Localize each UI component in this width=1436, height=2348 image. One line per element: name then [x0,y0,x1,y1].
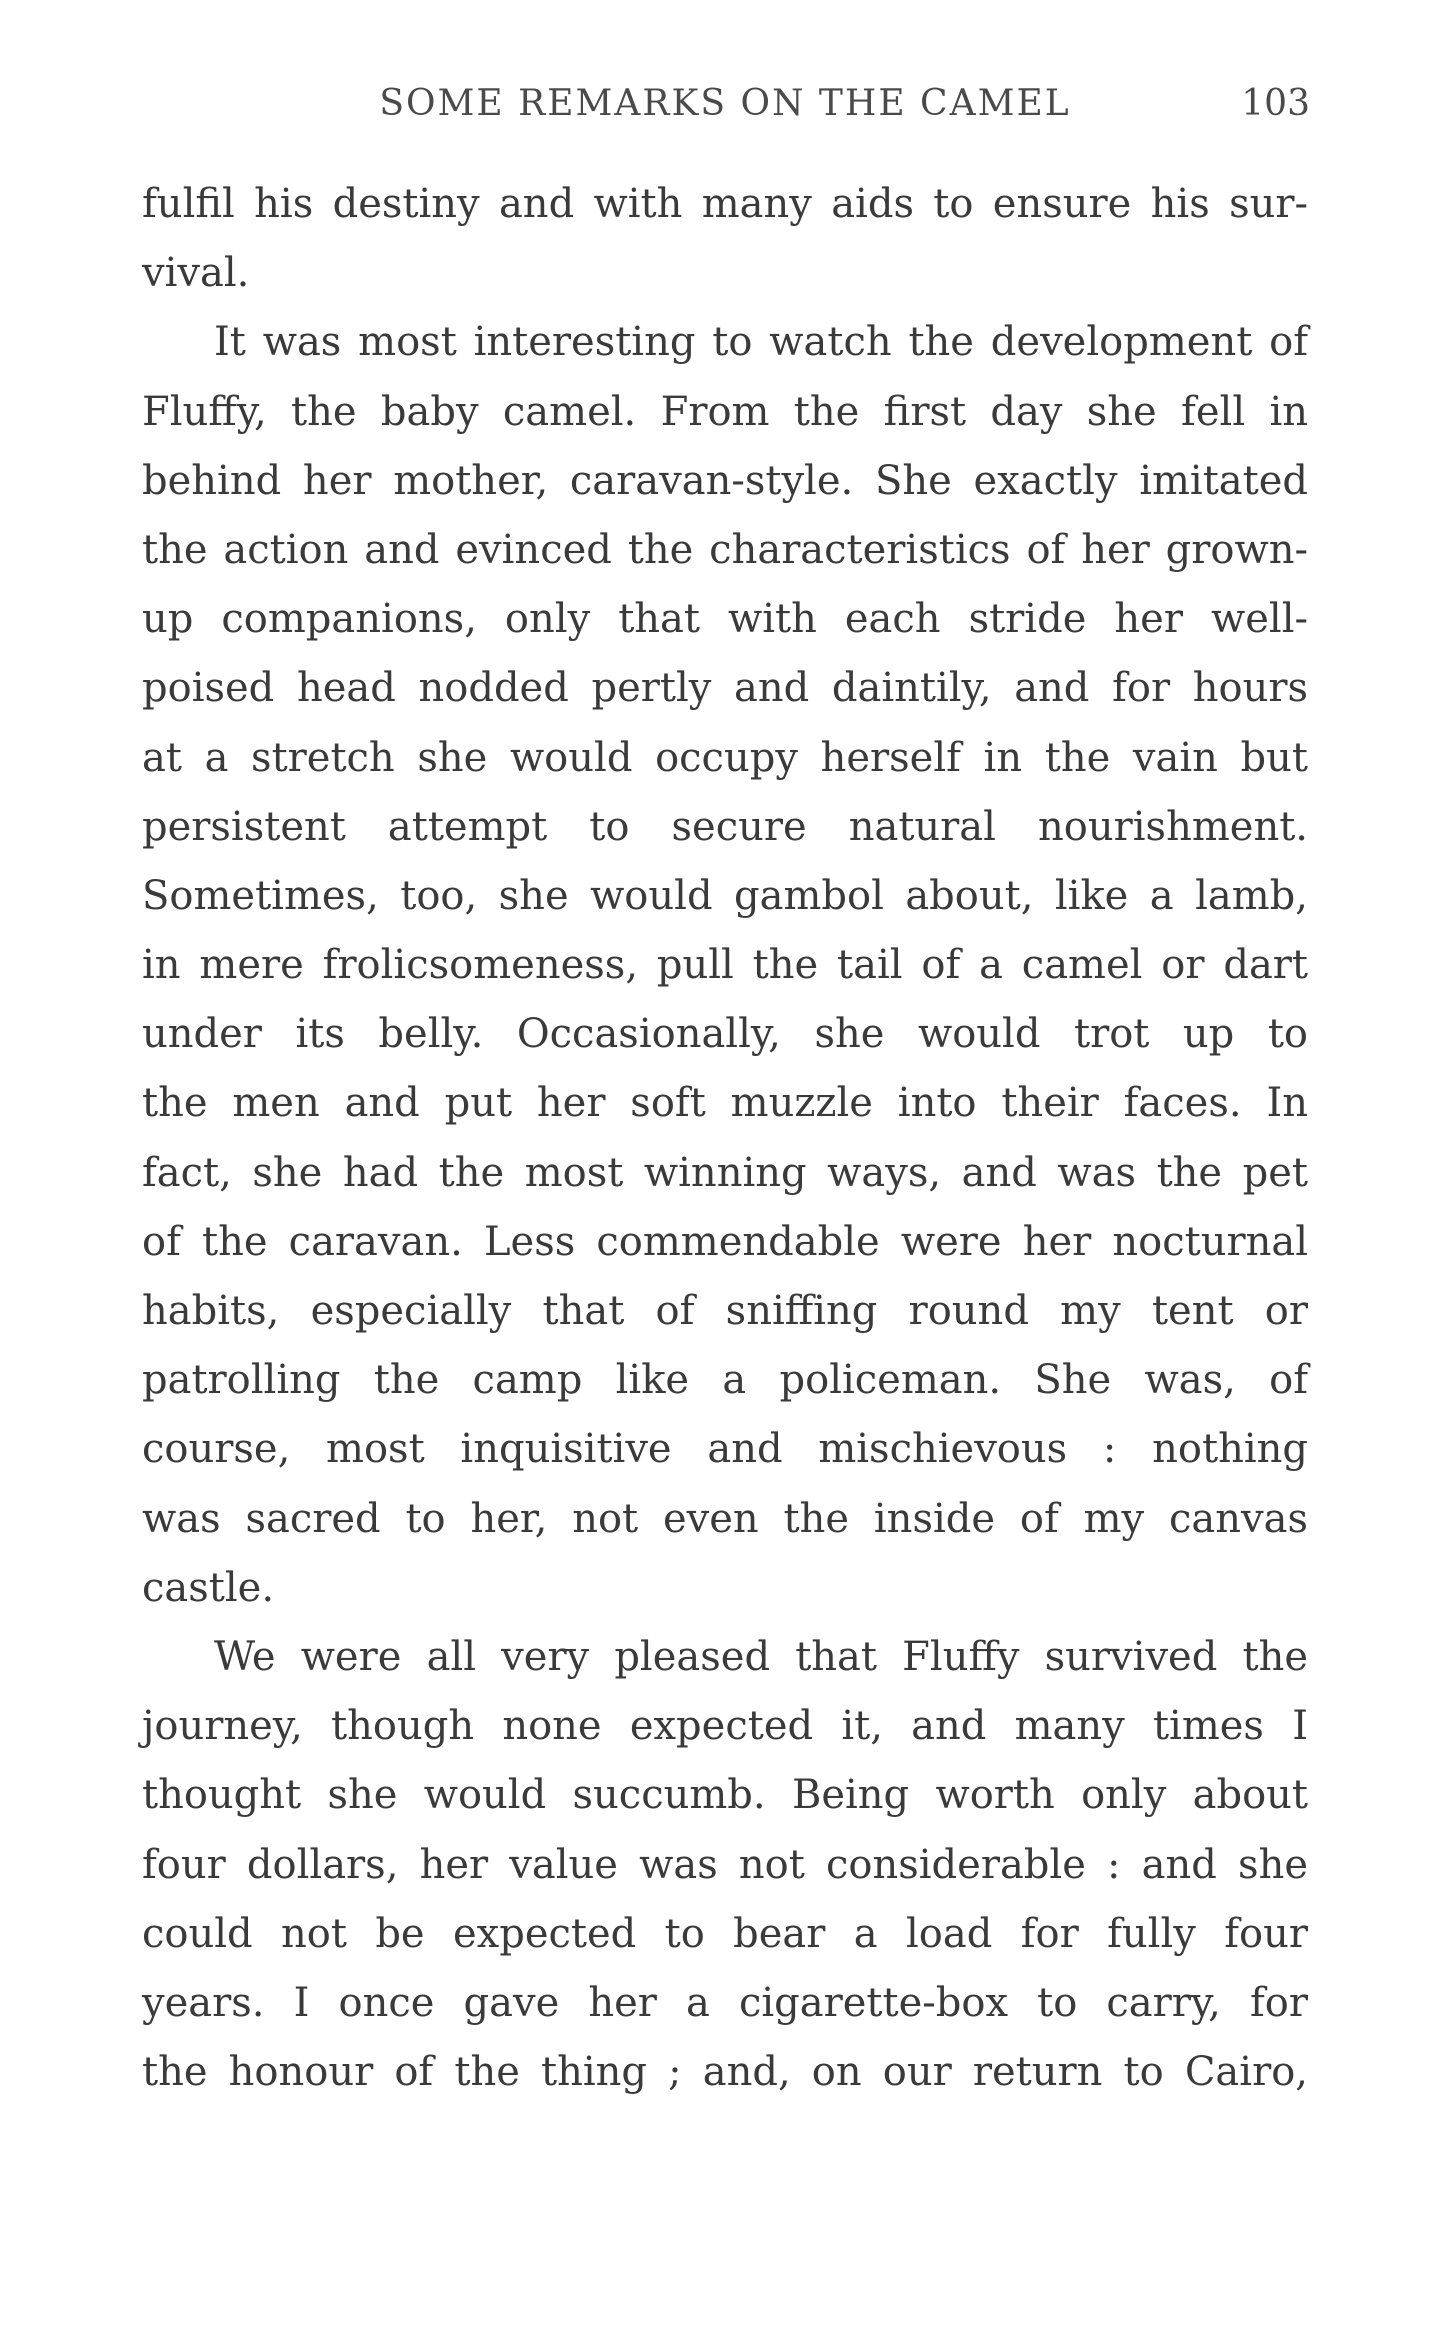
text-line: the men and put her soft muzzle into their faces. In [142,1080,1308,1127]
text-line: patrolling the camp like a policeman. She was, of [142,1357,1308,1404]
text-line: vival. [142,250,250,297]
text-line: behind her mother, caravan-style. She exactly imitated [142,457,1308,504]
page-header [140,78,1310,130]
text-line: four dollars, her value was not considerable : and she [142,1841,1308,1888]
text-line: could not be expected to bear a load for fully four [142,1910,1308,1957]
page-number: 103 [1241,83,1310,124]
text-line: under its belly. Occasionally, she would trot up to [142,1011,1308,1058]
text-line: poised head nodded pertly and daintily, and for hours [142,665,1308,712]
running-head: SOME REMARKS ON THE CAMEL [379,83,1071,124]
text-line: castle. [142,1564,275,1611]
text-line: thought she would succumb. Being worth only about [142,1772,1308,1819]
text-line: at a stretch she would occupy herself in the vain but [142,734,1308,781]
text-line: We were all very pleased that Fluffy survived the [214,1633,1308,1680]
text-line: up companions, only that with each stride her well- [142,596,1308,643]
text-line: of the caravan. Less commendable were her nocturnal [142,1218,1308,1265]
text-line: the honour of the thing ; and, on our return to Cairo, [142,2049,1308,2096]
text-line: fulfil his destiny and with many aids to ensure his sur- [142,181,1308,227]
text-line: It was most interesting to watch the development of [214,319,1308,366]
text-line: fact, she had the most winning ways, and was the pet [142,1149,1308,1196]
text-line: in mere frolicsomeness, pull the tail of a camel or dart [142,942,1308,989]
body-text [142,170,1308,2107]
text-line: years. I once gave her a cigarette-box to carry, for [142,1979,1308,2026]
text-line: habits, especially that of sniffing round my tent or [142,1288,1308,1334]
text-line: persistent attempt to secure natural nourishment. [142,803,1308,850]
text-line: the action and evinced the characteristics of her grown- [142,526,1308,573]
text-line: course, most inquisitive and mischievous : nothing [142,1426,1308,1473]
text-line: Sometimes, too, she would gambol about, like a lamb, [142,872,1308,919]
text-line: was sacred to her, not even the inside of my canvas [142,1495,1308,1542]
text-line: Fluffy, the baby camel. From the first day she fell in [142,388,1308,435]
text-line: journey, though none expected it, and many times I [142,1703,1308,1750]
